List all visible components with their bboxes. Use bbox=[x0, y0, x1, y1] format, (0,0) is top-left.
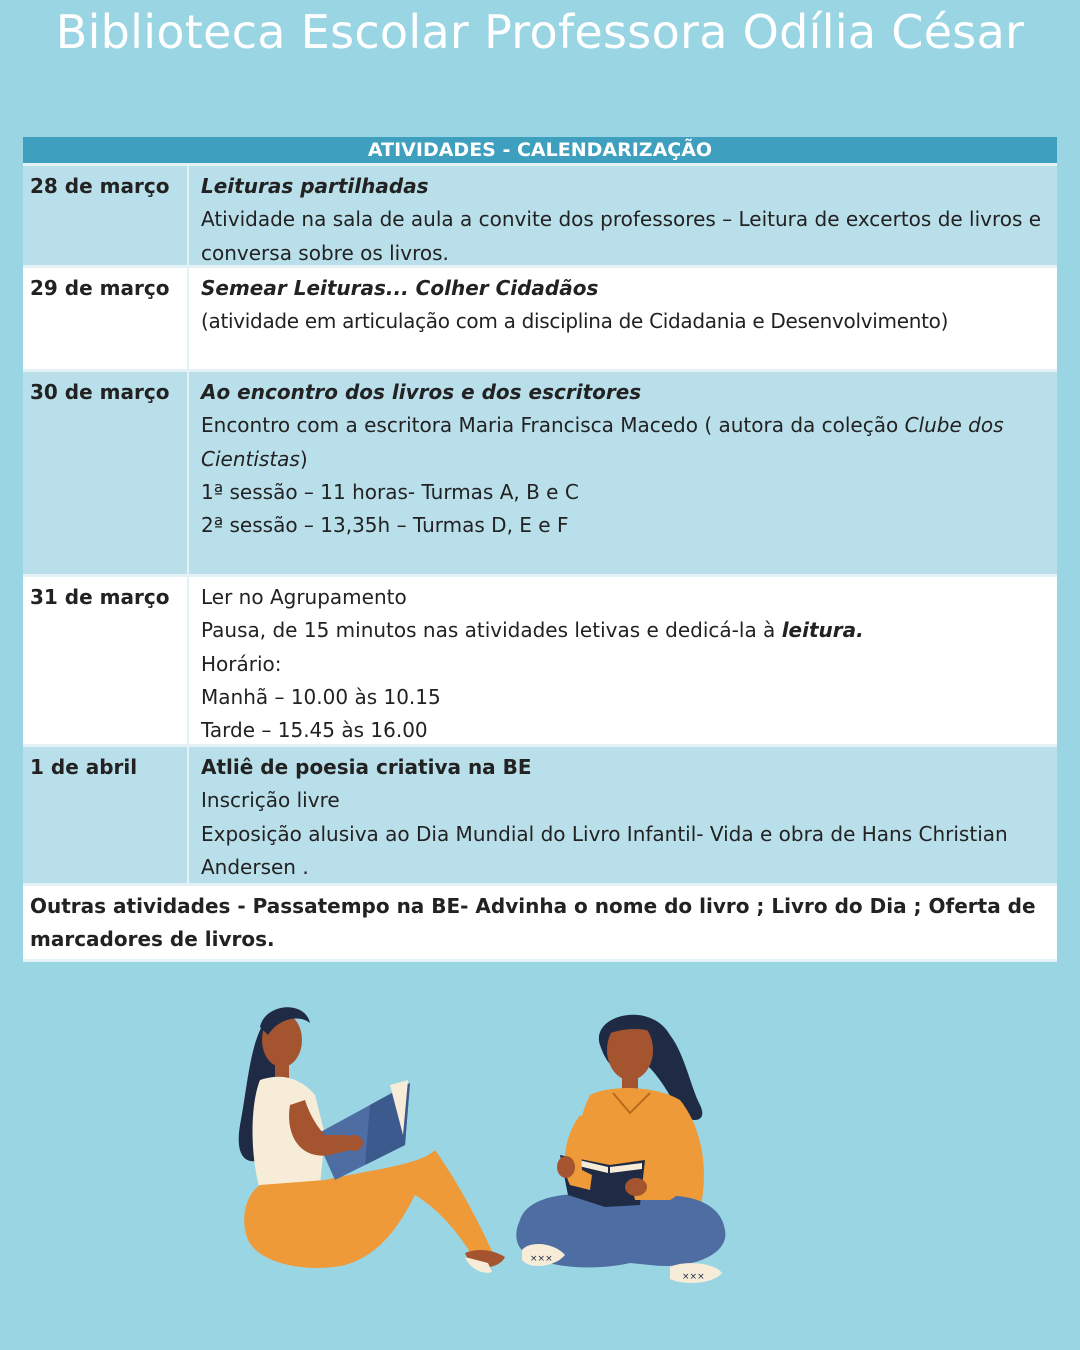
calendar-row bbox=[23, 265, 1057, 369]
schedule-morning: Manhã – 10.00 às 10.15 bbox=[201, 684, 441, 709]
session-1: 1ª sessão – 11 horas- Turmas A, B e C bbox=[201, 479, 579, 504]
svg-text:×××: ××× bbox=[682, 1272, 705, 1282]
date-cell: 30 de março bbox=[23, 372, 189, 574]
date-cell: 28 de março bbox=[23, 166, 189, 265]
schedule-label: Horário: bbox=[201, 651, 282, 676]
content-cell bbox=[189, 372, 1057, 574]
content-cell bbox=[189, 268, 1057, 369]
activity-detail: (atividade em articulação com a disciplina de Cidadania e Desenvolvimento) bbox=[201, 309, 949, 334]
activity-title: Leituras partilhadas bbox=[201, 174, 429, 198]
calendar-row bbox=[23, 574, 1057, 744]
emphasis-text: leitura. bbox=[781, 618, 864, 643]
collection-name: Clube dos Cientistas bbox=[201, 413, 1004, 471]
woman-left bbox=[239, 1007, 505, 1273]
date-cell: 29 de março bbox=[23, 268, 189, 369]
calendar-row bbox=[23, 369, 1057, 574]
session-2: 2ª sessão – 13,35h – Turmas D, E e F bbox=[201, 513, 569, 538]
activity-detail: Inscrição livre bbox=[201, 788, 340, 813]
content-cell bbox=[189, 577, 1057, 744]
detail-text: Encontro com a escritora Maria Francisca Macedo ( autora da coleção bbox=[201, 413, 905, 438]
activity-detail bbox=[201, 614, 1047, 647]
woman-right bbox=[516, 1015, 725, 1283]
other-activities: Outras atividades - Passatempo na BE- Advinha o nome do livro ; Livro do Dia ; Oferta de marcadores de livros. bbox=[23, 883, 1057, 962]
activity-detail: Exposição alusiva ao Dia Mundial do Livro Infantil- Vida e obra de Hans Christian Andersen . bbox=[201, 821, 1008, 879]
content-cell bbox=[189, 747, 1057, 883]
schedule-afternoon: Tarde – 15.45 às 16.00 bbox=[201, 718, 428, 743]
page-title: Biblioteca Escolar Professora Odília César bbox=[55, 5, 1025, 59]
activity-title: Semear Leituras... Colher Cidadãos bbox=[201, 276, 599, 300]
content-cell bbox=[189, 166, 1057, 265]
activity-title: Atliê de poesia criativa na BE bbox=[201, 755, 532, 779]
detail-text: ) bbox=[299, 446, 308, 471]
activity-title: Ler no Agrupamento bbox=[201, 585, 407, 609]
svg-text:×××: ××× bbox=[530, 1254, 553, 1264]
detail-text: Pausa, de 15 minutos nas atividades letivas e dedicá-la à bbox=[201, 618, 782, 643]
calendar-row bbox=[23, 163, 1057, 265]
activity-detail bbox=[201, 409, 1047, 476]
reading-illustration bbox=[230, 995, 750, 1305]
activity-title: Ao encontro dos livros e dos escritores bbox=[201, 380, 642, 404]
calendar-table bbox=[23, 137, 1057, 962]
activity-detail: Atividade na sala de aula a convite dos professores – Leitura de excertos de livros e conversa sobre os livros. bbox=[201, 207, 1042, 265]
calendar-row bbox=[23, 744, 1057, 883]
date-cell: 1 de abril bbox=[23, 747, 189, 883]
date-cell: 31 de março bbox=[23, 577, 189, 744]
calendar-header: ATIVIDADES - CALENDARIZAÇÃO bbox=[23, 137, 1057, 163]
